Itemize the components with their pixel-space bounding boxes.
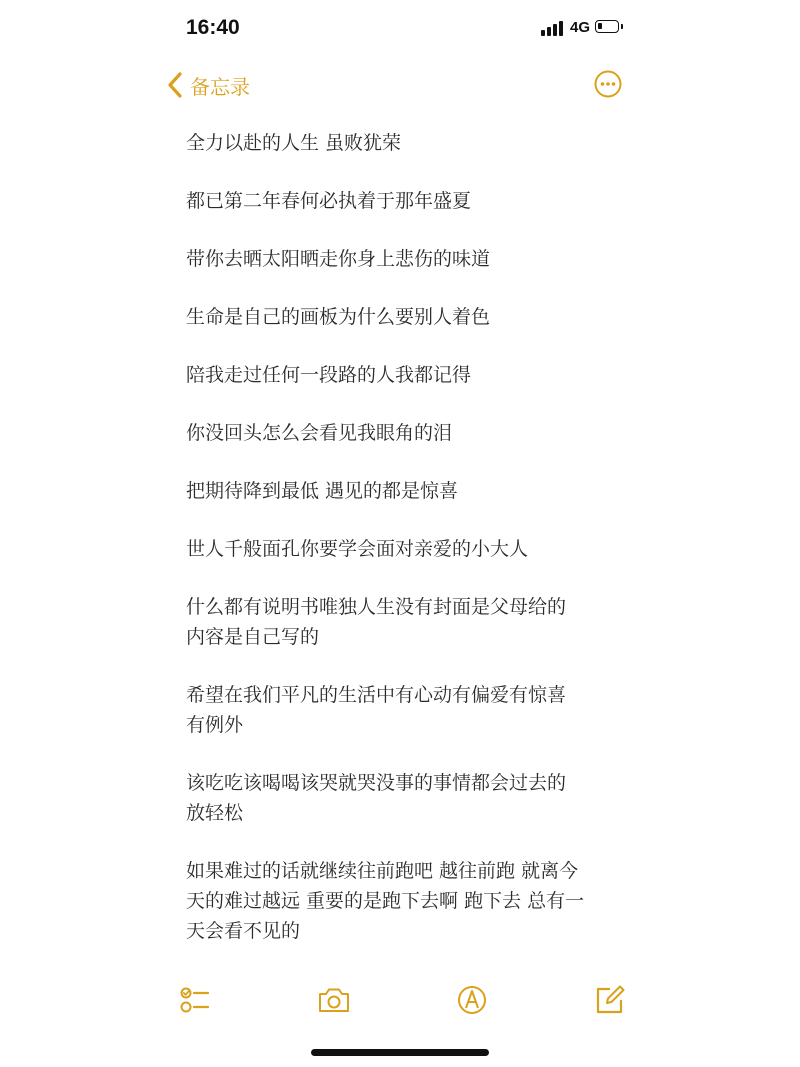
bottom-toolbar: [0, 982, 800, 1022]
battery-cap: [621, 24, 623, 29]
camera-icon[interactable]: [316, 982, 352, 1018]
note-line: 带你去晒太阳晒走你身上悲伤的味道: [186, 248, 491, 270]
compose-icon[interactable]: [592, 982, 628, 1018]
note-line: 如果难过的话就继续往前跑吧 越往前跑 就离今 天的难过越远 重要的是跑下去啊 跑下去 总有一 天会看不见的: [186, 860, 585, 942]
back-button[interactable]: [166, 68, 250, 102]
nav-bar: [0, 60, 800, 110]
note-line: 全力以赴的人生 虽败犹荣: [186, 132, 402, 154]
note-line: 都已第二年春何必执着于那年盛夏: [186, 190, 472, 212]
checklist-icon[interactable]: [178, 982, 214, 1018]
note-line: 陪我走过任何一段路的人我都记得: [186, 364, 472, 386]
battery-icon: [595, 20, 619, 33]
chevron-left-icon: [166, 71, 184, 99]
note-line: 什么都有说明书唯独人生没有封面是父母给的 内容是自己写的: [186, 596, 567, 648]
note-body[interactable]: [186, 128, 626, 974]
markup-pen-icon[interactable]: [454, 982, 490, 1018]
note-line: 把期待降到最低 遇见的都是惊喜: [186, 480, 459, 502]
home-indicator: [311, 1049, 489, 1056]
note-line: 世人千般面孔你要学会面对亲爱的小大人: [186, 538, 529, 560]
status-time: 16:40: [186, 16, 240, 39]
status-bar: [0, 0, 800, 60]
ellipsis-circle-icon[interactable]: [593, 69, 623, 99]
note-line: 你没回头怎么会看见我眼角的泪: [186, 422, 453, 444]
note-line: 希望在我们平凡的生活中有心动有偏爱有惊喜 有例外: [186, 684, 567, 736]
cellular-signal-icon: [541, 20, 567, 36]
note-line: 该吃吃该喝喝该哭就哭没事的事情都会过去的 放轻松: [186, 772, 567, 824]
network-type: 4G: [570, 19, 591, 36]
back-label: 备忘录: [190, 74, 250, 99]
note-line: 生命是自己的画板为什么要别人着色: [186, 306, 491, 328]
battery-fill: [598, 23, 602, 29]
